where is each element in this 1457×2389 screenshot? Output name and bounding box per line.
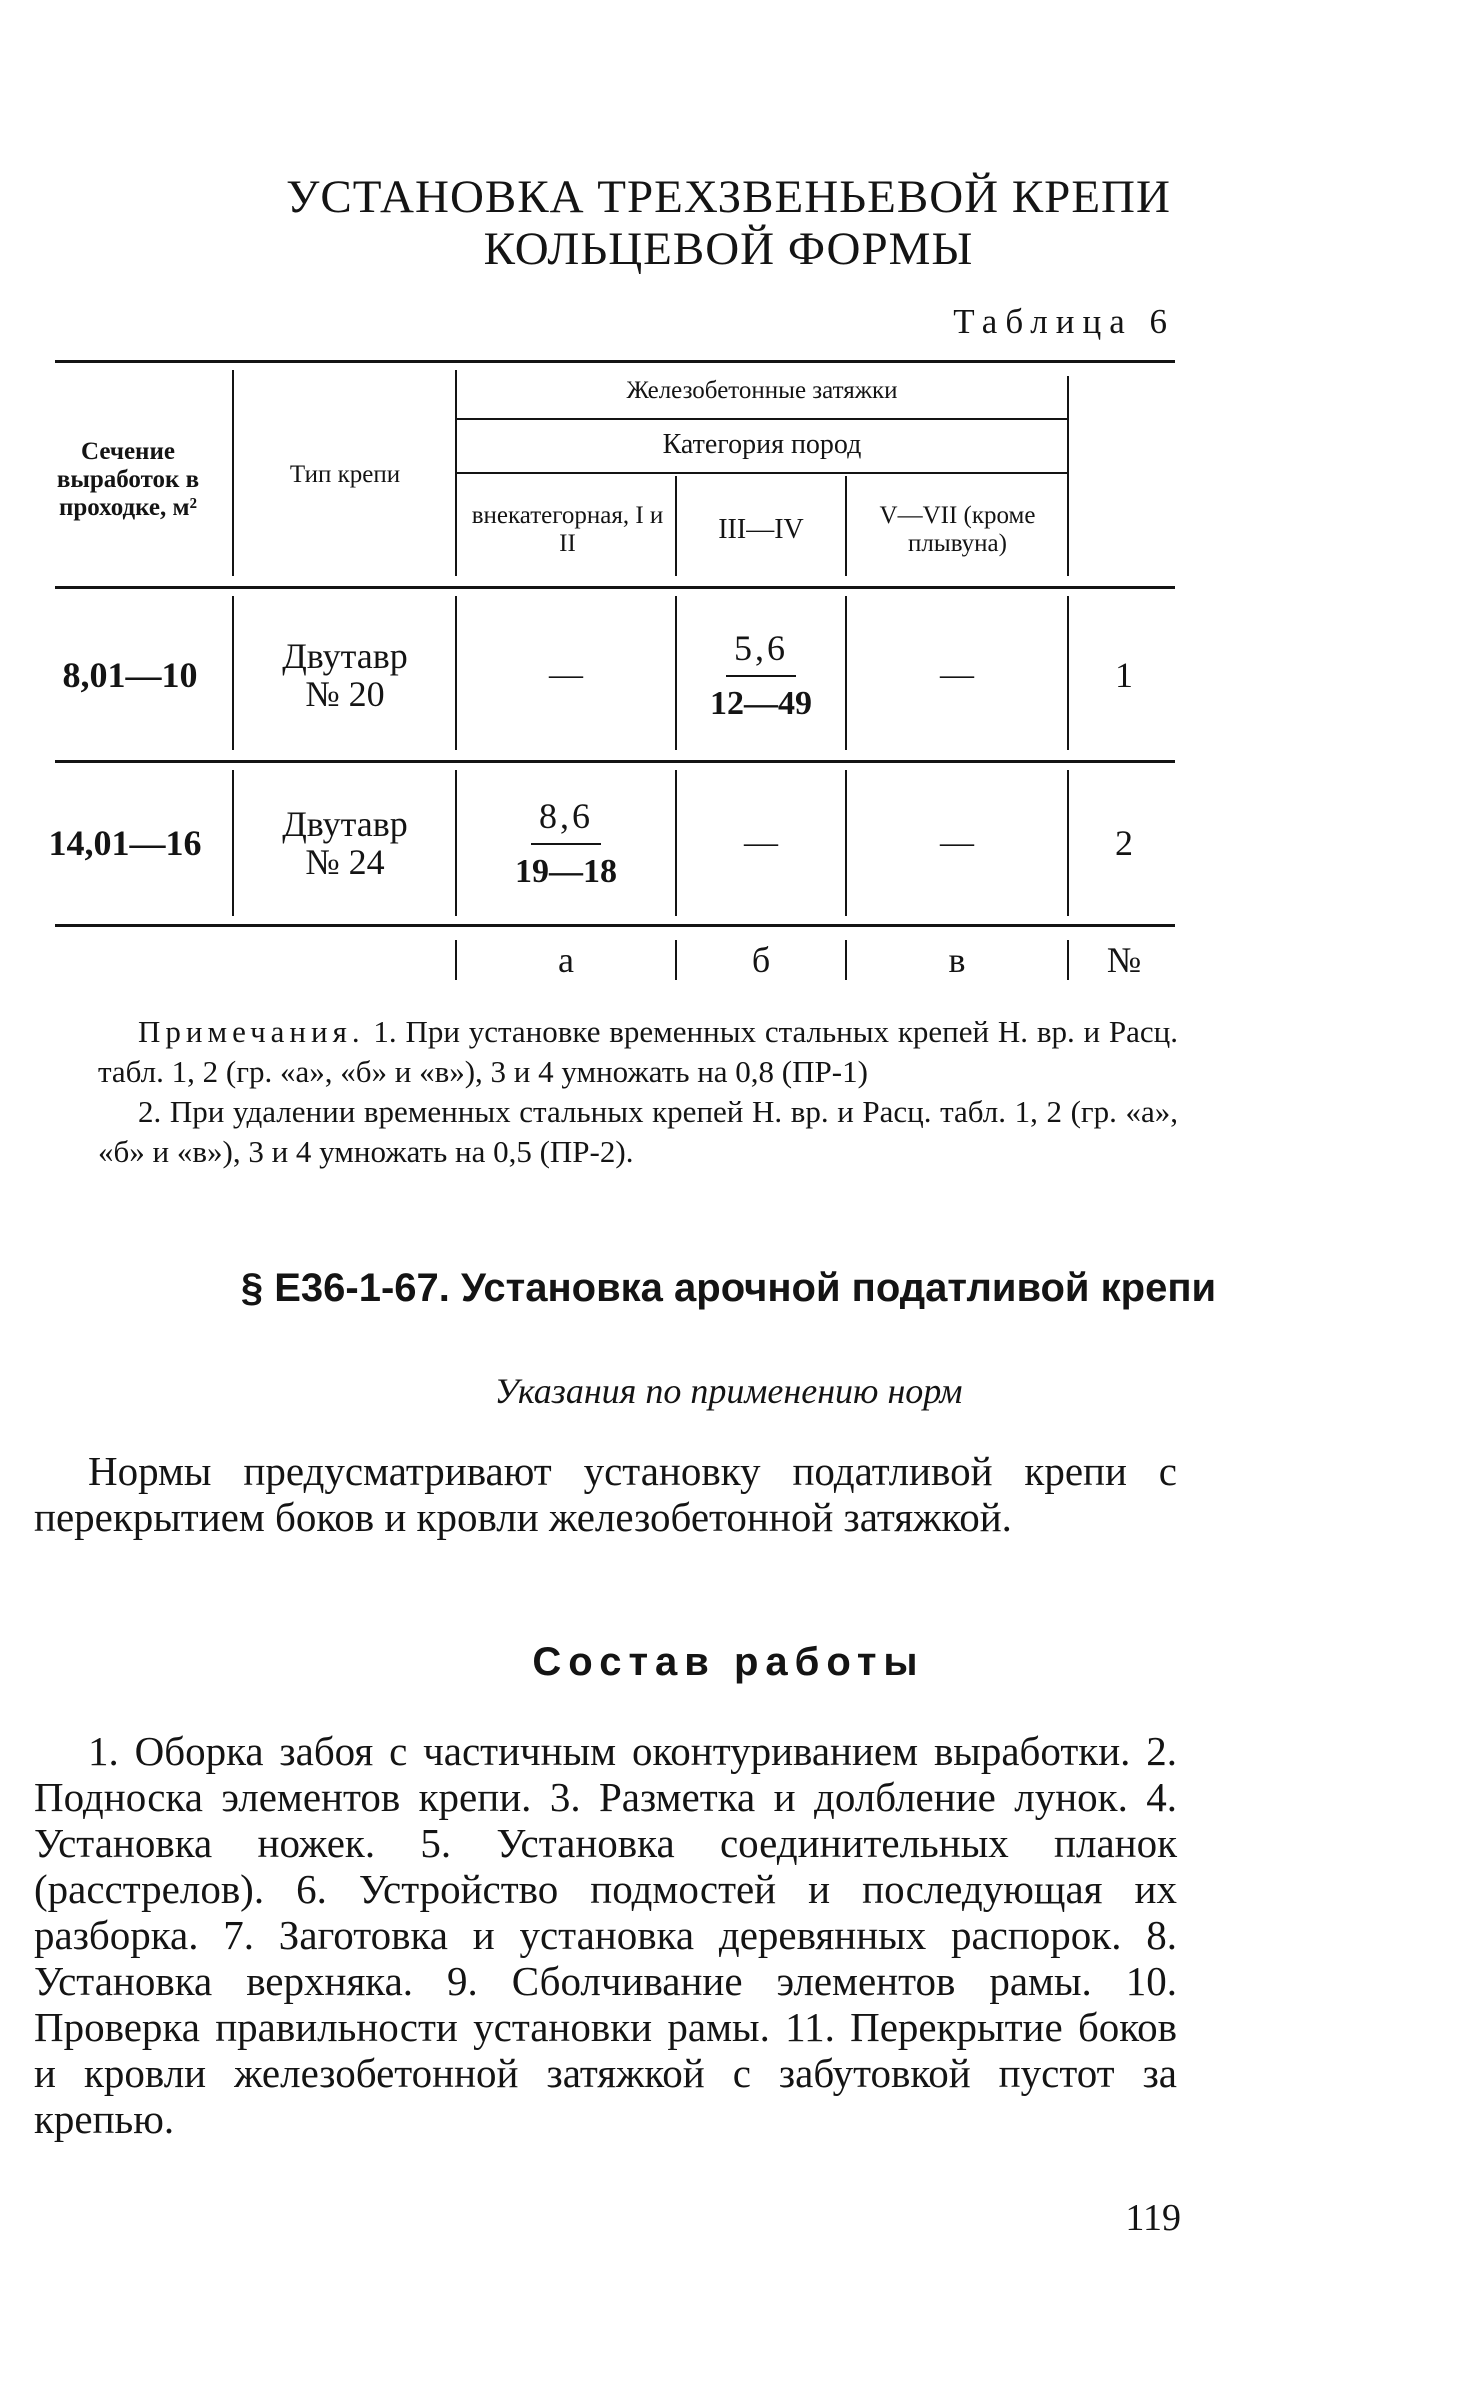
row-1-col-b-numerator: 5,6 [726, 627, 796, 677]
vrule [232, 370, 234, 576]
category-rule [455, 472, 1067, 474]
header-group: Железобетонные затяжки [626, 377, 898, 404]
page-title-line-1: УСТАНОВКА ТРЕХЗВЕНЬЕВОЙ КРЕПИ [286, 171, 1171, 223]
row-1-col-a: — [549, 656, 583, 693]
row-1-col-c: — [940, 656, 974, 693]
row-2-col-a-denominator: 19—18 [515, 853, 617, 890]
row-1-col-b [677, 600, 845, 750]
table-bottom-rule [55, 924, 1175, 927]
notes-label: Примечания. [138, 1014, 365, 1049]
work-heading: Состав работы [532, 1640, 925, 1684]
section-heading: § Е36-1-67. Установка арочной податливой крепи [240, 1266, 1217, 1310]
row-1-type-line-2: № 20 [305, 674, 385, 714]
page-number: 119 [1125, 2197, 1181, 2239]
row-separator-rule [55, 760, 1175, 763]
table [0, 0, 1457, 1000]
row-2-col-c: — [940, 824, 974, 861]
header-type: Тип крепи [289, 461, 401, 488]
row-1-type [240, 600, 450, 750]
vrule [232, 770, 234, 916]
vrule [232, 596, 234, 750]
row-2-col-a [457, 768, 675, 918]
vrule [1067, 376, 1069, 576]
footer-col-c: в [948, 940, 966, 980]
paragraph-norms [34, 1448, 1177, 1540]
row-2-section: 14,01—16 [48, 823, 202, 863]
row-1-col-b-denominator: 12—49 [710, 685, 812, 722]
paragraph-norms-text: Нормы предусматривают установку податливой крепи с перекрытием боков и кровли железобетонной затяжкой. [34, 1448, 1177, 1540]
footer-number: № [1106, 940, 1142, 980]
row-2-type-line-2: № 24 [305, 842, 385, 882]
table-notes [98, 1012, 1178, 1172]
table-top-rule [55, 360, 1175, 363]
table-label: Таблица 6 [953, 302, 1175, 341]
row-1-col-b-fraction [710, 627, 812, 723]
note-2: 2. При удалении временных стальных крепей Н. вр. и Расц. табл. 1, 2 (гр. «а», «б» и «в»), 3 и 4 умножать на 0,5 (ПР-2). [98, 1094, 1178, 1169]
header-col-c: V—VII (кроме плывуна) [879, 502, 1036, 557]
subheading: Указания по применению норм [494, 1371, 963, 1411]
row-2-col-a-fraction [515, 795, 617, 891]
paragraph-work [34, 1728, 1177, 2142]
row-2-type [240, 768, 450, 918]
row-2-col-a-numerator: 8,6 [531, 795, 601, 845]
row-1-type-line-1: Двутавр [282, 636, 408, 676]
row-2-number: 2 [1115, 823, 1133, 863]
header-bottom-rule [55, 586, 1175, 589]
note-1: 1. При установке временных стальных крепей Н. вр. и Расц. табл. 1, 2 (гр. «а», «б» и «в»), 3 и 4 умножать на 0,8 (ПР-1) [98, 1014, 1178, 1089]
row-1-number: 1 [1115, 655, 1133, 695]
header-section: Сечение выработок в проходке, м² [56, 438, 200, 521]
row-2-type-line-1: Двутавр [282, 804, 408, 844]
page-title-line-2: КОЛЬЦЕВОЙ ФОРМЫ [483, 223, 974, 275]
header-col-b: III—IV [718, 514, 804, 545]
header-col-a: внекатегорная, I и II [471, 502, 664, 557]
vrule [845, 476, 847, 576]
footer-col-a: а [558, 940, 574, 980]
paragraph-work-text: 1. Оборка забоя с частичным оконтуриванием выработки. 2. Подноска элементов крепи. 3. Разметка и долбление лунок. 4. Установка ножек. 5. Установка соединительных планок (расстрелов). 6. Устройство подмостей и последующая их разборка. 7. Заготовка и установка деревянных распорок. 8. Установка верхняка. 9. Сболчивание элементов рамы. 10. Проверка правильности установки рамы. 11. Перекрытие боков и кровли железобетонной затяжкой с забутовкой пустот за крепью. [34, 1728, 1177, 2142]
row-1-section: 8,01—10 [62, 655, 198, 695]
row-2-col-b: — [744, 824, 778, 861]
footer-col-b: б [751, 940, 771, 980]
header-category: Категория пород [662, 429, 862, 460]
